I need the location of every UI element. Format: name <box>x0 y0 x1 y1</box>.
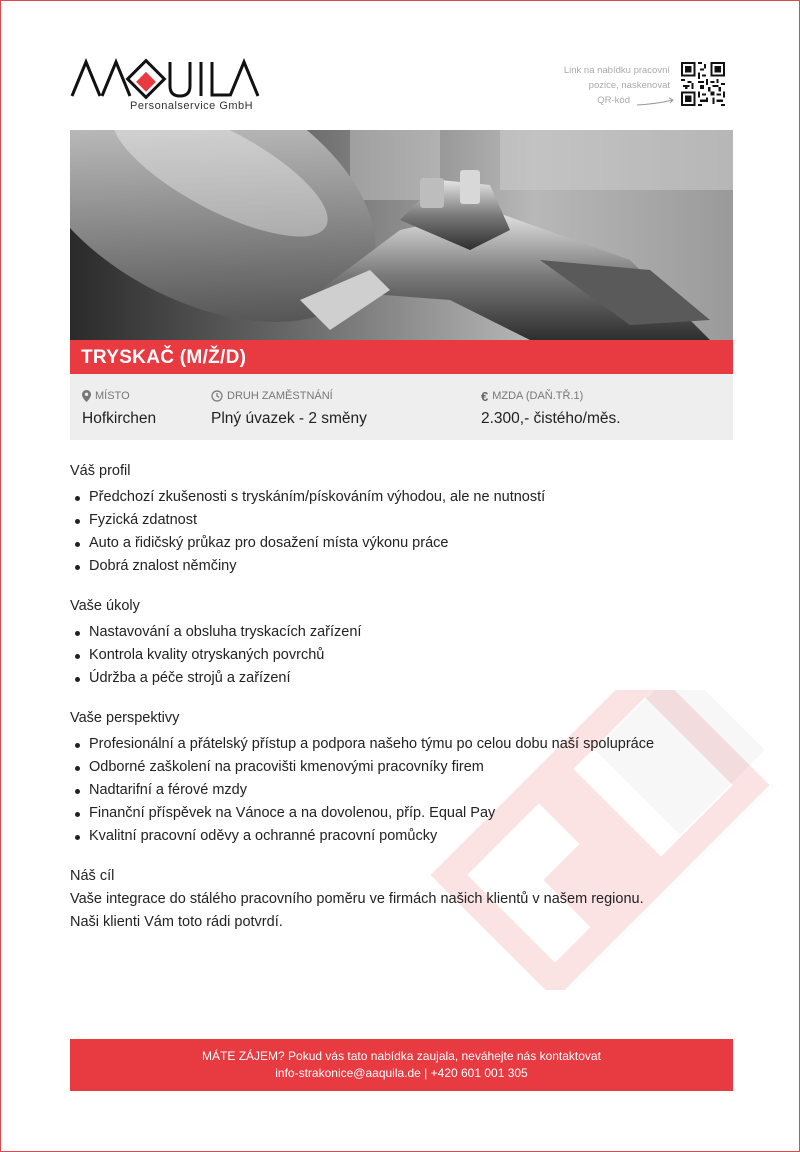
list-item: Předchozí zkušenosti s tryskáním/pískováním výhodou, ale ne nutností <box>70 486 740 509</box>
list-item: Nastavování a obsluha tryskacích zařízení <box>70 621 740 644</box>
list-item: Odborné zaškolení na pracovišti kmenovými pracovníky firem <box>70 756 740 779</box>
goal-text: Vaše integrace do stálého pracovního poměru ve firmách našich klientů v našem regionu. <box>70 891 644 907</box>
section-title-goal: Náš cíl <box>70 868 115 884</box>
info-location <box>82 389 156 428</box>
job-info-bar <box>70 374 733 440</box>
info-employment-label: DRUH ZAMĚSTNÁNÍ <box>227 390 333 402</box>
job-description <box>70 460 740 934</box>
list-item: Profesionální a přátelský přístup a podpora našeho týmu po celou dobu naší spolupráce <box>70 733 740 756</box>
company-logo <box>70 58 270 114</box>
clock-icon <box>211 390 223 402</box>
qr-note-line: pozice, naskenovat <box>588 80 670 91</box>
info-employment <box>211 389 367 428</box>
section-title-profile: Váš profil <box>70 463 131 479</box>
hero-photo <box>70 130 733 340</box>
list-item: Kvalitní pracovní oděvy a ochranné pracovní pomůcky <box>70 825 740 848</box>
section-title-tasks: Vaše úkoly <box>70 598 140 614</box>
qr-note-line: QR-kód <box>597 95 630 106</box>
footer-contact[interactable]: info-strakonice@aaquila.de | +420 601 001 305 <box>275 1066 528 1080</box>
info-salary-value: 2.300,- čistého/měs. <box>481 410 621 427</box>
section-title-perspectives: Vaše perspektivy <box>70 710 180 726</box>
list-item: Auto a řidičský průkaz pro dosažení místa výkonu práce <box>70 532 740 555</box>
list-item: Finanční příspěvek na Vánoce a na dovolenou, příp. Equal Pay <box>70 802 740 825</box>
footer-cta: MÁTE ZÁJEM? Pokud vás tato nabídka zaujala, neváhejte nás kontaktovat <box>202 1049 601 1063</box>
spray-gun-image <box>70 130 733 340</box>
contact-footer <box>70 1039 733 1091</box>
logo-wordmark <box>70 58 260 100</box>
info-salary <box>481 389 621 428</box>
list-item: Dobrá znalost němčiny <box>70 555 740 578</box>
info-employment-value: Plný úvazek - 2 směny <box>211 410 367 427</box>
location-pin-icon <box>82 390 91 402</box>
perspectives-list <box>70 733 740 848</box>
info-location-value: Hofkirchen <box>82 410 157 427</box>
job-title-bar <box>70 340 733 374</box>
list-item: Kontrola kvality otryskaných povrchů <box>70 644 740 667</box>
arrow-icon <box>636 96 676 108</box>
qr-note-line: Link na nabídku pracovní <box>563 65 670 76</box>
info-location-label: MÍSTO <box>95 390 130 402</box>
list-item: Fyzická zdatnost <box>70 509 740 532</box>
goal-text: Naši klienti Vám toto rádi potvrdí. <box>70 914 283 930</box>
profile-list <box>70 486 740 578</box>
list-item: Údržba a péče strojů a zařízení <box>70 667 740 690</box>
logo-subtitle: Personalservice GmbH <box>130 100 254 112</box>
info-salary-label: MZDA (DAŇ.TŘ.1) <box>492 390 584 402</box>
qr-code-icon[interactable] <box>681 62 725 106</box>
euro-icon: € <box>481 388 489 404</box>
list-item: Nadtarifní a férové mzdy <box>70 779 740 802</box>
job-title: TRYSKAČ (M/Ž/D) <box>81 347 247 368</box>
tasks-list <box>70 621 740 690</box>
